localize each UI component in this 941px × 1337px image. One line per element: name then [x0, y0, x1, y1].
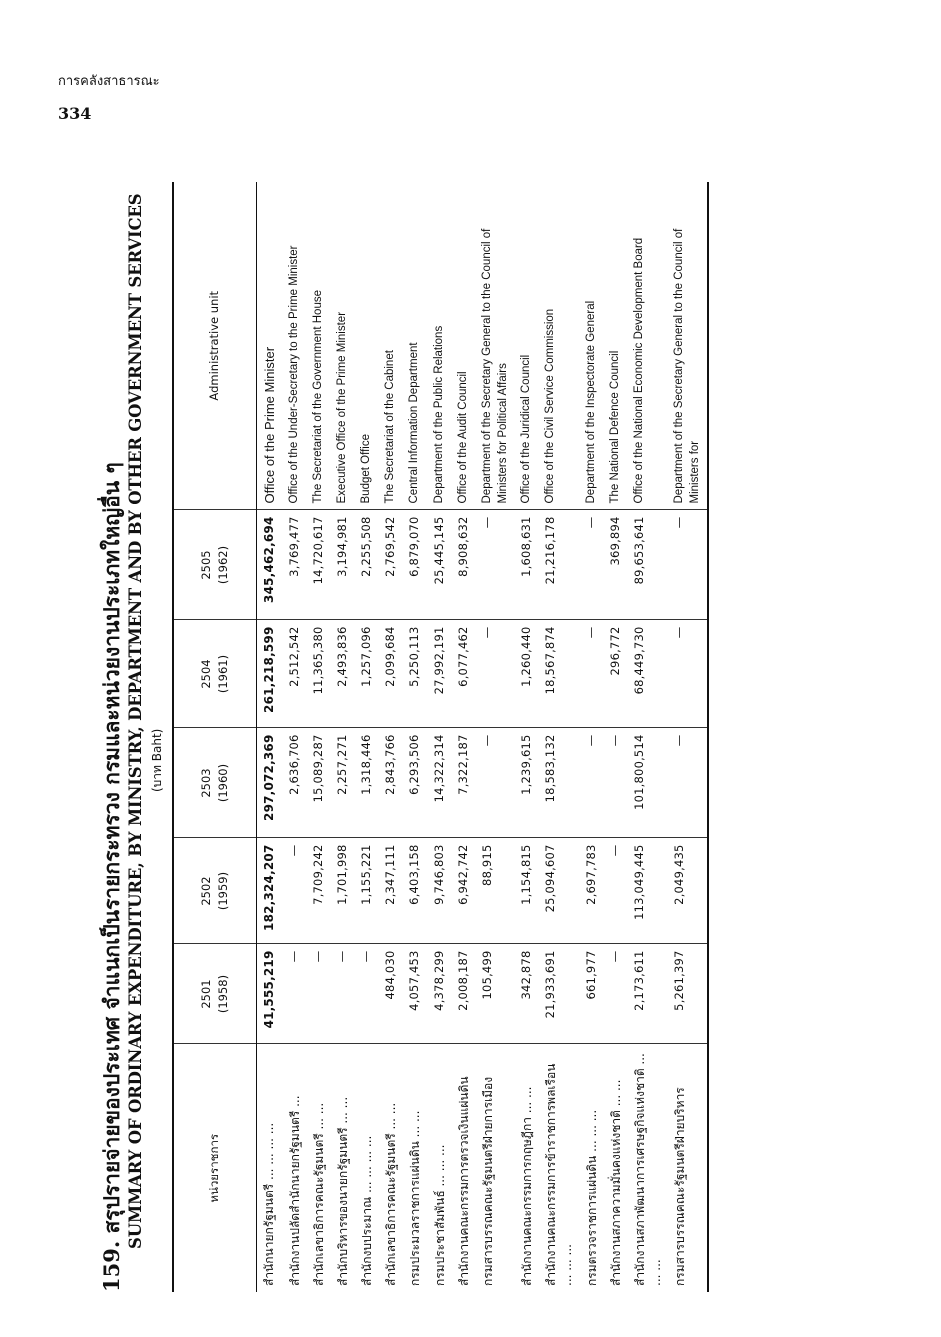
amount-cell: 484,030 — [379, 944, 403, 1044]
table-number: 159. — [99, 1240, 124, 1292]
amount-cell: 101,800,514 — [628, 728, 668, 838]
table-title-thai-text: สรุปรายจ่ายของประเทศ จำแนกเป็นรายกระทรวง กรมและหน่วยงานประเภทใหญ่อื่น ๆ — [99, 462, 124, 1234]
header-year-3: 2503 (1960) — [173, 728, 257, 838]
unit-name-thai: สำนักงบประมาณ ... ... ... ... — [360, 1135, 375, 1286]
amount-cell: — — [580, 620, 604, 728]
unit-name-english: Executive Office of the Prime Minister — [331, 182, 355, 510]
amount-cell: 7,322,187 — [452, 728, 476, 838]
amount-cell: 15,089,287 — [307, 728, 331, 838]
amount-cell: 21,933,691 — [539, 944, 579, 1044]
table-row — [604, 182, 628, 1292]
amount-cell: 25,445,145 — [428, 510, 452, 620]
amount-cell: 1,701,998 — [331, 838, 355, 944]
rotated-table-area — [0, 187, 800, 1337]
unit-name-english: Department of the Inspectorate General — [580, 182, 604, 510]
unit-name-thai: สำนักงานสภาความมั่นคงแห่งชาติ ... ... — [608, 1079, 623, 1286]
amount-cell: 2,257,271 — [331, 728, 355, 838]
amount-cell: 2,049,435 — [668, 838, 708, 944]
amount-cell: — — [668, 728, 708, 838]
amount-cell: 9,746,803 — [428, 838, 452, 944]
amount-cell: — — [331, 944, 355, 1044]
header-year-5: 2505 (1962) — [173, 510, 257, 620]
amount-cell: 6,293,506 — [403, 728, 427, 838]
amount-cell: — — [580, 728, 604, 838]
unit-name-english: Department of the Secretary General to the Council of Ministers for Political Affairs — [476, 182, 515, 510]
amount-cell: 297,072,369 — [257, 728, 283, 838]
amount-cell: — — [283, 944, 307, 1044]
table-row — [257, 182, 283, 1292]
unit-name-thai: กรมตรวจราชการแผ่นดิน ... ... ... — [584, 1109, 599, 1286]
unit-name-thai: กรมประชาสัมพันธ์ ... ... ... — [432, 1144, 447, 1286]
table-row — [539, 182, 579, 1292]
table-row — [476, 182, 515, 1292]
amount-cell: 14,322,314 — [428, 728, 452, 838]
amount-cell: — — [283, 838, 307, 944]
table-header-row — [173, 182, 257, 1292]
unit-name-thai: กรมประมวลราชการแผ่นดิน ... ... — [408, 1110, 423, 1286]
amount-cell: 2,493,836 — [331, 620, 355, 728]
amount-cell: 7,709,242 — [307, 838, 331, 944]
header-year-2: 2502 (1959) — [173, 838, 257, 944]
amount-cell: — — [668, 510, 708, 620]
amount-cell: 4,057,453 — [403, 944, 427, 1044]
amount-cell: 3,194,981 — [331, 510, 355, 620]
running-title: การคลังสาธารณะ — [58, 74, 160, 89]
unit-name-english: The National Defence Council — [604, 182, 628, 510]
amount-cell: 1,257,096 — [355, 620, 379, 728]
unit-name-thai: สำนักงานคณะกรรมการตรวจเงินแผ่นดิน — [456, 1076, 471, 1286]
unit-name-english: Office of the Juridical Council — [515, 182, 539, 510]
header-unit-thai: หน่วยราชการ — [173, 1044, 257, 1292]
currency-unit: (บาท Baht) — [150, 728, 164, 792]
amount-cell: 369,894 — [604, 510, 628, 620]
amount-cell: 8,908,632 — [452, 510, 476, 620]
amount-cell: 1,608,631 — [515, 510, 539, 620]
table-row — [580, 182, 604, 1292]
unit-name-thai: กรมสารบรรณคณะรัฐมนตรีฝ่ายการเมือง — [481, 1076, 496, 1286]
table-row — [452, 182, 476, 1292]
amount-cell: 5,250,113 — [403, 620, 427, 728]
amount-cell: 18,567,874 — [539, 620, 579, 728]
amount-cell: — — [476, 620, 515, 728]
amount-cell: — — [307, 944, 331, 1044]
amount-cell: 4,378,299 — [428, 944, 452, 1044]
unit-name-thai: สำนักเลขาธิการคณะรัฐมนตรี ... ... — [384, 1102, 399, 1286]
amount-cell: 342,878 — [515, 944, 539, 1044]
header-unit-english: Administrative unit — [173, 182, 257, 510]
table-row — [668, 182, 708, 1292]
table-row — [379, 182, 403, 1292]
amount-cell: 18,583,132 — [539, 728, 579, 838]
amount-cell: 1,239,615 — [515, 728, 539, 838]
table-row — [403, 182, 427, 1292]
unit-name-english: Department of the Secretary General to the Council of Ministers for — [668, 182, 708, 510]
unit-name-thai: สำนักเลขาธิการคณะรัฐมนตรี ... ... — [311, 1102, 326, 1286]
amount-cell: 6,942,742 — [452, 838, 476, 944]
amount-cell: — — [604, 944, 628, 1044]
amount-cell: 5,261,397 — [668, 944, 708, 1044]
amount-cell: 6,879,070 — [403, 510, 427, 620]
amount-cell: — — [580, 510, 604, 620]
amount-cell: 661,977 — [580, 944, 604, 1044]
amount-cell: 2,347,111 — [379, 838, 403, 944]
unit-name-english: Office of the National Economic Development Board — [628, 182, 668, 510]
amount-cell: 1,155,221 — [355, 838, 379, 944]
table-title-english: SUMMARY OF ORDINARY EXPENDITURE, BY MINISTRY, DEPARTMENT AND BY OTHER GOVERNMENT SERVICES — [126, 193, 145, 1249]
amount-cell: 2,099,684 — [379, 620, 403, 728]
amount-cell: 6,077,462 — [452, 620, 476, 728]
amount-cell: 345,462,694 — [257, 510, 283, 620]
table-row — [331, 182, 355, 1292]
amount-cell: 1,318,446 — [355, 728, 379, 838]
unit-name-thai: กรมสารบรรณคณะรัฐมนตรีฝ่ายบริหาร — [668, 1044, 708, 1292]
amount-cell: 2,512,542 — [283, 620, 307, 728]
unit-name-english: The Secretariat of the Government House — [307, 182, 331, 510]
amount-cell: 2,173,611 — [628, 944, 668, 1044]
amount-cell: 105,499 — [476, 944, 515, 1044]
amount-cell: 6,403,158 — [403, 838, 427, 944]
unit-name-thai: สำนักงานคณะกรรมการกฤษฎีกา ... ... — [520, 1086, 535, 1286]
unit-name-english: Office of the Civil Service Commission — [539, 182, 579, 510]
table-row — [355, 182, 379, 1292]
unit-name-english: The Secretariat of the Cabinet — [379, 182, 403, 510]
unit-name-english: Office of the Prime Minister — [257, 182, 283, 510]
unit-name-thai: สำนักงานสภาพัฒนาการเศรษฐกิจแห่งชาติ ... ... ... — [633, 1053, 664, 1286]
amount-cell: — — [668, 620, 708, 728]
amount-cell: 25,094,607 — [539, 838, 579, 944]
amount-cell: 2,636,706 — [283, 728, 307, 838]
amount-cell: — — [476, 510, 515, 620]
amount-cell: 296,772 — [604, 620, 628, 728]
unit-name-thai: สำนักนายกรัฐมนตรี ... ... ... ... — [262, 1122, 276, 1286]
amount-cell: 27,992,191 — [428, 620, 452, 728]
page-number: 334 — [58, 104, 92, 123]
unit-name-english: Budget Office — [355, 182, 379, 510]
amount-cell: 88,915 — [476, 838, 515, 944]
table-row — [428, 182, 452, 1292]
amount-cell: 68,449,730 — [628, 620, 668, 728]
unit-name-thai: สำนักงานคณะกรรมการข้าราชการพลเรือน ... ... ... — [544, 1063, 575, 1286]
amount-cell: 2,769,542 — [379, 510, 403, 620]
amount-cell: 89,653,641 — [628, 510, 668, 620]
table-row — [628, 182, 668, 1292]
unit-name-english: Office of the Audit Council — [452, 182, 476, 510]
amount-cell: 11,365,380 — [307, 620, 331, 728]
amount-cell: 261,218,599 — [257, 620, 283, 728]
amount-cell: 14,720,617 — [307, 510, 331, 620]
unit-name-thai: สำนักงานปลัดสำนักนายกรัฐมนตรี ... — [287, 1095, 302, 1286]
table-row — [283, 182, 307, 1292]
unit-name-thai: สำนักบริหารของนายกรัฐมนตรี ... ... — [335, 1096, 350, 1286]
table-row — [307, 182, 331, 1292]
unit-name-english: Office of the Under-Secretary to the Prime Minister — [283, 182, 307, 510]
table-row — [515, 182, 539, 1292]
amount-cell: 2,843,766 — [379, 728, 403, 838]
amount-cell: 2,008,187 — [452, 944, 476, 1044]
header-year-4: 2504 (1961) — [173, 620, 257, 728]
unit-name-english: Central Information Department — [403, 182, 427, 510]
amount-cell: 113,049,445 — [628, 838, 668, 944]
amount-cell: 182,324,207 — [257, 838, 283, 944]
amount-cell: — — [604, 838, 628, 944]
amount-cell: 41,555,219 — [257, 944, 283, 1044]
amount-cell: — — [476, 728, 515, 838]
amount-cell: 2,255,508 — [355, 510, 379, 620]
expenditure-table — [172, 182, 709, 1292]
amount-cell: — — [604, 728, 628, 838]
amount-cell: 1,260,440 — [515, 620, 539, 728]
amount-cell: 21,216,178 — [539, 510, 579, 620]
amount-cell: — — [355, 944, 379, 1044]
table-body — [257, 182, 709, 1292]
table-title-thai — [96, 182, 129, 1292]
unit-name-english: Department of the Public Relations — [428, 182, 452, 510]
header-year-1: 2501 (1958) — [173, 944, 257, 1044]
amount-cell: 3,769,477 — [283, 510, 307, 620]
amount-cell: 1,154,815 — [515, 838, 539, 944]
amount-cell: 2,697,783 — [580, 838, 604, 944]
